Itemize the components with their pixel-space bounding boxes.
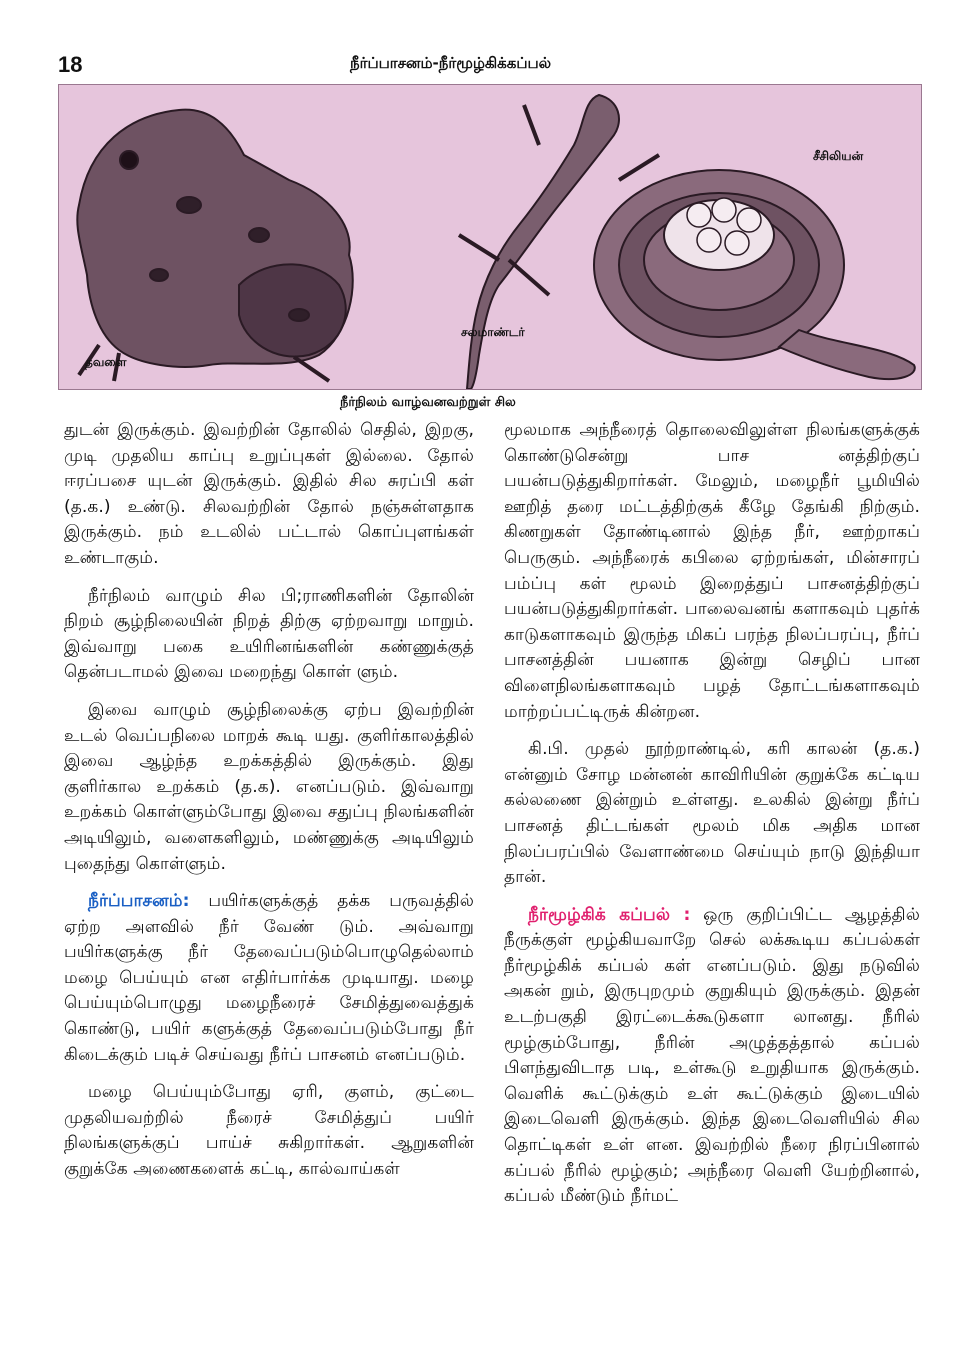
paragraph-text: பயிர்களுக்குத் தக்க பருவத்தில் ஏற்ற அளவில் நீர் வேண் டும். அவ்வாறு பயிர்களுக்கு நீர் தேவைப்படும்பொழுதெல்லாம் மழை பெய்யும் என எதிர்பார்க்க முடியாது. மழை பெய்யும்பொழுது மழைநீரைச் சேமித்துவைத்துக் கொண்டு, பயிர் களுக்குத் தேவைப்படும்போது நீர் கிடைக்கும் படிச் செய்வது நீர்ப் பாசனம் எனப்படும். <box>64 891 474 1065</box>
section-heading-irrigation: நீர்ப்பாசனம்: <box>88 891 190 912</box>
caecilian-label: சீசிலியன் <box>813 149 864 163</box>
running-title: நீர்ப்பாசனம்-நீர்மூழ்கிக்கப்பல் <box>350 54 552 72</box>
frog-drawing <box>77 110 352 381</box>
section-heading-submarine: நீர்மூழ்கிக் கப்பல் : <box>528 904 691 925</box>
left-column <box>64 418 474 1195</box>
caecilian-drawing <box>594 170 915 379</box>
page-header <box>0 52 966 82</box>
salamander-label: சலமாண்டர் <box>461 325 525 339</box>
paragraph <box>64 889 474 1068</box>
paragraph: இவை வாழும் சூழ்நிலைக்கு ஏற்ப இவற்றின் உடல் வெப்பநிலை மாறக் கூடி யது. குளிர்காலத்தில் இவை ஆழ்ந்த உறக்கத்தில் இருக்கும். இது குளிர்கால உறக்கம் (த.க). எனப்படும். இவ்வாறு உறக்கம் கொள்ளும்போது இவை சதுப்பு நிலங்களின் அடியிலும், வளைகளிலும், மண்ணுக்கு அடியிலும் புதைந்து கொள்ளும். <box>64 699 474 874</box>
page-number: 18 <box>58 52 83 77</box>
paragraph-text: ஒரு குறிப்பிட்ட ஆழத்தில் நீருக்குள் மூழ்கியவாறே செல் லக்கூடிய கப்பல்கள் நீர்மூழ்கிக் கப்பல் கள் எனப்படும். இது நடுவில் அகன் றும், இருபுறமும் குறுகியும் இருக்கும். இதன் உடற்பகுதி இரட்டைக்கூடுகளா லானது. நீரில் மூழ்கும்போது, நீரின் அழுத்தத்தால் கப்பல் பிளந்துவிடாத படி, உள்கூடு உறுதியாக இருக்கும். வெளிக் கூட்டுக்கும் உள் கூட்டுக்கும் இடையில் இடைவெளி இருக்கும். இந்த இடைவெளியில் சில தொட்டிகள் உள் ளன. இவற்றில் நீரை நிரப்பினால் கப்பல் நீரில் மூழ்கும்; அந்நீரை வெளி யேற்றினால், கப்பல் மீண்டும் நீர்மட் <box>504 904 920 1207</box>
figure-caption: நீர்நிலம் வாழ்வனவற்றுள் சில <box>340 395 516 410</box>
illustration-drawing <box>59 85 921 389</box>
paragraph: மூலமாக அந்நீரைத் தொலைவிலுள்ள நிலங்களுக்குக் கொண்டுசென்று பாச னத்திற்குப் பயன்படுத்துகிறார்கள். மேலும், மழைநீர் பூமியில் ஊறித் தரை மட்டத்திற்குக் கீழே தேங்கி நிற்கும். கிணறுகள் தோண்டினால் இந்த நீர், ஊற்றாகப் பெருகும். அந்நீரைக் கபிலை ஏற்றங்கள், மின்சாரப் பம்ப்பு கள் மூலம் இறைத்துப் பாசனத்திற்குப் பயன்படுத்துகிறார்கள். பாலைவனங் களாகவும் புதர்க் காடுகளாகவும் இருந்த மிகப் பரந்த நிலப்பரப்பு, நீர்ப் பாசனத்தின் பயனாக இன்று செழிப் பான விளைநிலங்களாகவும் பழத் தோட்டங்களாகவும் மாற்றப்பட்டிருக் கின்றன. <box>504 420 920 722</box>
paragraph: கி.பி. முதல் நூற்றாண்டில், கரி காலன் (த.க.) என்னும் சோழ மன்னன் காவிரியின் குறுக்கே கட்டிய கல்லணை இன்றும் உள்ளது. உலகில் இன்று நீர்ப் பாசனத் திட்டங்கள் மூலம் மிக அதிக மான நிலப்பரப்பில் வேளாண்மை செய்யும் நாடு இந்தியா தான். <box>504 739 920 888</box>
paragraph: மழை பெய்யும்போது ஏரி, குளம், குட்டை முதலியவற்றில் நீரைச் சேமித்துப் பயிர் நிலங்களுக்குப் பாய்ச் சுகிறார்கள். ஆறுகளின் குறுக்கே அணைகளைக் கட்டி, கால்வாய்கள் <box>64 1082 474 1180</box>
frog-label: தவளை <box>85 355 127 369</box>
paragraph: துடன் இருக்கும். இவற்றின் தோலில் செதில், இறகு, முடி முதலிய காப்பு உறுப்புகள் இல்லை. தோல் ஈரப்பசை யுடன் இருக்கும். இதில் சில சுரப்பி கள் (த.க.) உண்டு. சிலவற்றின் தோல் நஞ்சுள்ளதாக இருக்கும். நம் உடலில் பட்டால் கொப்புளங்கள் உண்டாகும். <box>64 420 474 568</box>
right-column <box>504 418 920 1222</box>
paragraph: நீர்நிலம் வாழும் சில பி;ராணிகளின் தோலின் நிறம் சூழ்நிலையின் நிறத் திற்கு ஏற்றவாறு மாறும். இவ்வாறு பகை உயிரினங்களின் கண்ணுக்குத் தென்படாமல் இவை மறைந்து கொள் ளும். <box>64 585 474 683</box>
paragraph <box>504 903 920 1210</box>
amphibians-illustration <box>58 84 922 390</box>
